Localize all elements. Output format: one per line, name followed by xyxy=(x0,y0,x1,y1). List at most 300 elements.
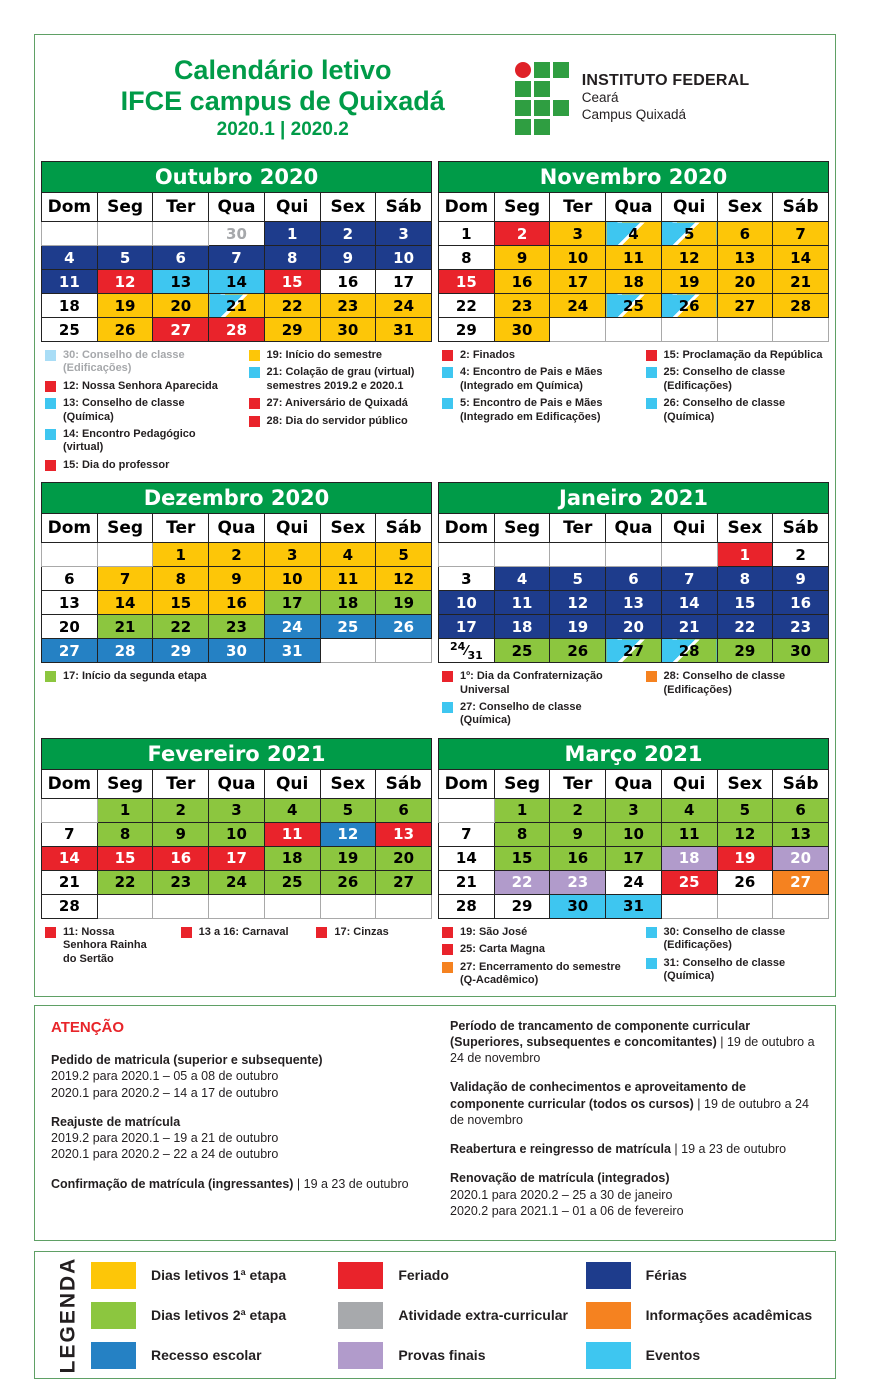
day-cell: 20 xyxy=(42,615,98,639)
weekday-header: Sáb xyxy=(376,769,432,798)
note-text: 13: Conselho de classe (Química) xyxy=(63,397,185,423)
day-cell: 11 xyxy=(42,270,98,294)
day-cell: 26 xyxy=(320,870,376,894)
day-cell: 9 xyxy=(209,567,265,591)
main-box xyxy=(34,34,836,997)
week-row xyxy=(42,567,432,591)
note-color-swatch xyxy=(45,429,56,440)
attention-block-title xyxy=(450,1018,819,1067)
weekday-header: Dom xyxy=(439,769,495,798)
attention-line: 2020.1 para 2020.2 – 14 a 17 de outubro xyxy=(51,1085,279,1100)
day-cell: 10 xyxy=(264,567,320,591)
day-cell: 26 xyxy=(376,615,432,639)
attention-inline-value: | 19 de outubro a 24 de novembro xyxy=(450,1096,809,1127)
day-cell: 19 xyxy=(97,294,153,318)
note-text: 19: São José xyxy=(460,925,528,938)
month-title: Novembro 2020 xyxy=(439,162,829,193)
note-item xyxy=(45,428,227,455)
note-text: 11: Nossa Senhora Rainha do Sertão xyxy=(63,925,147,965)
day-cell: 1 xyxy=(494,798,550,822)
day-cell: 17 xyxy=(264,591,320,615)
month-fevereiro-2021 xyxy=(41,738,432,988)
note-color-swatch xyxy=(249,398,260,409)
day-cell: 3 xyxy=(439,567,495,591)
day-cell: 28 xyxy=(773,294,829,318)
note-item xyxy=(646,926,828,953)
month-notes xyxy=(442,670,827,728)
day-cell: 16 xyxy=(320,270,376,294)
day-cell-empty xyxy=(97,222,153,246)
day-cell: 7 xyxy=(97,567,153,591)
day-cell: 21 xyxy=(439,870,495,894)
day-cell: 16 xyxy=(773,591,829,615)
logo-text xyxy=(582,72,750,124)
month-março-2021 xyxy=(438,738,829,988)
week-row xyxy=(42,246,432,270)
weekday-header: Ter xyxy=(153,193,209,222)
month-notes xyxy=(442,926,827,988)
attention-left-column xyxy=(51,1018,420,1233)
attention-title-text: Pedido de matricula (superior e subsequente) xyxy=(51,1053,323,1067)
fraction-slash: ⁄ xyxy=(465,643,468,659)
note-color-swatch xyxy=(442,702,453,713)
day-cell: 26 xyxy=(97,318,153,342)
day-cell: 12 xyxy=(550,591,606,615)
day-cell: 15 xyxy=(717,591,773,615)
note-color-swatch xyxy=(45,927,56,938)
attention-title-text: Validação de conhecimentos e aproveitamento de componente curricular (todos os cursos) xyxy=(450,1080,746,1111)
day-cell: 25 xyxy=(264,870,320,894)
page-subtitle: 2020.1 | 2020.2 xyxy=(216,119,349,140)
day-cell: 8 xyxy=(494,822,550,846)
day-cell-empty xyxy=(773,894,829,918)
day-cell: 10 xyxy=(209,822,265,846)
week-row xyxy=(439,798,829,822)
day-cell: 10 xyxy=(550,246,606,270)
notes-column xyxy=(45,926,159,966)
day-cell: 22 xyxy=(264,294,320,318)
note-color-swatch xyxy=(45,381,56,392)
weekday-header: Sex xyxy=(320,193,376,222)
day-cell: 21 xyxy=(661,615,717,639)
legend-color-swatch xyxy=(338,1302,383,1329)
day-cell: 11 xyxy=(264,822,320,846)
weekday-header: Qua xyxy=(606,193,662,222)
month-dezembro-2020 xyxy=(41,482,432,728)
day-cell: 6 xyxy=(606,567,662,591)
weekday-row xyxy=(439,193,829,222)
weekday-row xyxy=(439,769,829,798)
day-cell-empty xyxy=(320,639,376,663)
day-cell: 24 xyxy=(376,294,432,318)
day-cell: 9 xyxy=(773,567,829,591)
day-cell: 8 xyxy=(264,246,320,270)
logo-campus: Campus Quixadá xyxy=(581,107,687,122)
ifce-logo-icon xyxy=(515,62,569,135)
day-cell: 22 xyxy=(717,615,773,639)
note-color-swatch xyxy=(45,460,56,471)
day-cell: 21 xyxy=(97,615,153,639)
day-cell: 18 xyxy=(661,846,717,870)
weekday-row xyxy=(42,193,432,222)
note-item xyxy=(646,670,828,697)
day-cell: 7 xyxy=(42,822,98,846)
day-cell: 24 xyxy=(264,615,320,639)
day-cell: 17 xyxy=(209,846,265,870)
attention-block xyxy=(51,1114,420,1163)
week-row xyxy=(439,615,829,639)
day-cell: 20 xyxy=(773,846,829,870)
day-cell-empty xyxy=(717,318,773,342)
note-color-swatch xyxy=(442,398,453,409)
day-cell: 30 xyxy=(494,318,550,342)
calendar-table xyxy=(41,161,432,342)
day-cell: 2 xyxy=(494,222,550,246)
day-cell: 31 xyxy=(376,318,432,342)
day-cell: 27 xyxy=(376,870,432,894)
day-cell-empty xyxy=(661,318,717,342)
day-cell: 4 xyxy=(661,798,717,822)
weekday-header: Dom xyxy=(439,193,495,222)
weekday-header: Ter xyxy=(550,514,606,543)
legend-item xyxy=(586,1302,825,1329)
weekday-row xyxy=(439,514,829,543)
legend-color-swatch xyxy=(91,1302,136,1329)
note-text: 30: Conselho de classe (Edificações) xyxy=(63,349,185,375)
week-row xyxy=(42,639,432,663)
weekday-header: Sáb xyxy=(773,769,829,798)
attention-title-text: Reajuste de matrícula xyxy=(51,1114,181,1129)
note-item xyxy=(45,380,227,393)
weekday-header: Sex xyxy=(320,514,376,543)
note-text: 19: Início do semestre xyxy=(266,349,383,361)
note-color-swatch xyxy=(442,927,453,938)
day-cell: 5 xyxy=(376,543,432,567)
day-cell: 15 xyxy=(97,846,153,870)
note-item xyxy=(646,366,828,393)
weekday-header: Seg xyxy=(97,514,153,543)
note-item xyxy=(442,701,624,728)
day-cell: 9 xyxy=(153,822,209,846)
notes-column xyxy=(45,349,227,472)
note-color-swatch xyxy=(249,416,260,427)
month-title: Dezembro 2020 xyxy=(42,483,432,514)
note-color-swatch xyxy=(442,962,453,973)
attention-line: 2020.1 para 2020.2 – 22 a 24 de outubro xyxy=(51,1147,279,1162)
month-outubro-2020 xyxy=(41,161,432,472)
day-cell: 30 xyxy=(209,222,265,246)
weekday-row xyxy=(42,514,432,543)
day-cell: 14 xyxy=(773,246,829,270)
month-title: Fevereiro 2021 xyxy=(42,738,432,769)
note-color-swatch xyxy=(646,958,657,969)
day-cell: 6 xyxy=(717,222,773,246)
note-color-swatch xyxy=(646,671,657,682)
attention-line: 2019.2 para 2020.1 – 05 a 08 de outubro xyxy=(51,1069,279,1084)
day-cell: 21 xyxy=(42,870,98,894)
day-cell: 15 xyxy=(264,270,320,294)
week-row xyxy=(439,639,829,663)
note-color-swatch xyxy=(442,350,453,361)
day-cell: 31 xyxy=(264,639,320,663)
attention-inline-value: | 19 de outubro a 24 de novembro xyxy=(450,1034,815,1065)
note-item xyxy=(442,670,624,697)
notes-column xyxy=(45,670,227,683)
day-cell: 28 xyxy=(97,639,153,663)
legend-item xyxy=(91,1262,330,1289)
day-cell: 25 xyxy=(42,318,98,342)
note-text: 15: Proclamação da República xyxy=(663,349,823,361)
day-cell: 19 xyxy=(717,846,773,870)
day-cell: 4 xyxy=(494,567,550,591)
weekday-header: Seg xyxy=(494,769,550,798)
weekday-header: Sáb xyxy=(773,514,829,543)
day-cell: 17 xyxy=(376,270,432,294)
day-cell: 25 xyxy=(606,294,662,318)
weekday-header: Qui xyxy=(661,193,717,222)
weekday-header: Ter xyxy=(550,193,606,222)
legend-color-swatch xyxy=(91,1262,136,1289)
attention-title-text: Período de trancamento de componente curricular (Superiores, subsequentes e concomitantes) xyxy=(450,1018,751,1049)
week-row xyxy=(439,294,829,318)
month-janeiro-2021 xyxy=(438,482,829,728)
note-color-swatch xyxy=(442,671,453,682)
day-cell: 14 xyxy=(209,270,265,294)
page-header xyxy=(41,35,829,161)
day-cell-empty xyxy=(97,894,153,918)
week-row xyxy=(42,846,432,870)
day-cell: 10 xyxy=(606,822,662,846)
day-cell: 18 xyxy=(320,591,376,615)
day-cell: 2 xyxy=(550,798,606,822)
month-novembro-2020 xyxy=(438,161,829,472)
legend-label: Provas finais xyxy=(398,1347,486,1363)
day-cell: 1 xyxy=(153,543,209,567)
weekday-header: Sáb xyxy=(773,193,829,222)
note-color-swatch xyxy=(442,944,453,955)
attention-title-text: Confirmação de matrícula (ingressantes) xyxy=(51,1176,294,1191)
day-cell: 27 xyxy=(717,294,773,318)
attention-line: 2020.1 para 2020.2 – 25 a 30 de janeiro xyxy=(450,1187,673,1202)
attention-right-column xyxy=(450,1018,819,1233)
day-cell: 28 xyxy=(661,639,717,663)
weekday-header: Ter xyxy=(153,769,209,798)
note-item xyxy=(646,349,828,362)
note-text: 27: Aniversário de Quixadá xyxy=(266,397,408,410)
day-cell: 6 xyxy=(773,798,829,822)
day-cell: 11 xyxy=(606,246,662,270)
note-text: 15: Dia do professor xyxy=(63,458,170,471)
day-cell: 14 xyxy=(97,591,153,615)
month-notes xyxy=(442,349,827,435)
day-cell: 10 xyxy=(376,246,432,270)
note-item xyxy=(249,366,431,393)
day-cell: 7 xyxy=(661,567,717,591)
calendar-table xyxy=(41,482,432,663)
week-row xyxy=(42,798,432,822)
day-cell: 2 xyxy=(153,798,209,822)
day-cell-empty xyxy=(376,639,432,663)
day-cell: 9 xyxy=(550,822,606,846)
day-cell: 22 xyxy=(97,870,153,894)
day-cell-empty xyxy=(97,543,153,567)
day-cell: 13 xyxy=(717,246,773,270)
legend-color-swatch xyxy=(91,1342,136,1369)
legend-label: Dias letivos 2ª etapa xyxy=(151,1307,287,1323)
attention-title-text: Reabertura e reingresso de matrícula xyxy=(450,1142,671,1156)
day-cell: 8 xyxy=(153,567,209,591)
weekday-header: Sex xyxy=(717,514,773,543)
calendar-table xyxy=(41,738,432,919)
day-cell: 5 xyxy=(320,798,376,822)
fraction-bottom: 31 xyxy=(467,648,483,662)
legend-label: Férias xyxy=(645,1267,687,1283)
note-color-swatch xyxy=(316,927,327,938)
attention-section xyxy=(34,1005,836,1242)
day-cell: 14 xyxy=(439,846,495,870)
day-cell: 11 xyxy=(661,822,717,846)
day-cell: 11 xyxy=(320,567,376,591)
calendar-table xyxy=(438,738,829,919)
notes-column xyxy=(316,926,430,939)
month-title: Março 2021 xyxy=(439,738,829,769)
weekday-header: Qua xyxy=(209,193,265,222)
legend-label: Atividade extra-curricular xyxy=(398,1307,568,1323)
week-row xyxy=(439,246,829,270)
day-cell: 8 xyxy=(717,567,773,591)
day-cell: 29 xyxy=(439,318,495,342)
notes-column xyxy=(181,926,295,939)
note-item xyxy=(45,349,227,376)
fraction-top: 24 xyxy=(449,639,466,653)
day-cell: 4 xyxy=(320,543,376,567)
note-color-swatch xyxy=(45,350,56,361)
legend-grid xyxy=(91,1262,825,1369)
note-item xyxy=(316,926,430,939)
week-row xyxy=(439,846,829,870)
weekday-header: Qui xyxy=(264,769,320,798)
day-cell-empty xyxy=(376,894,432,918)
day-cell: 15 xyxy=(494,846,550,870)
day-cell: 20 xyxy=(376,846,432,870)
note-color-swatch xyxy=(442,367,453,378)
day-cell-empty xyxy=(153,894,209,918)
day-cell: 20 xyxy=(153,294,209,318)
legend-item xyxy=(338,1302,577,1329)
week-row xyxy=(439,822,829,846)
day-cell: 27 xyxy=(606,639,662,663)
day-cell: 1 xyxy=(97,798,153,822)
attention-line: 2019.2 para 2020.1 – 19 a 21 de outubro xyxy=(51,1131,279,1145)
day-cell: 27 xyxy=(773,870,829,894)
day-cell: 25 xyxy=(661,870,717,894)
attention-block-title xyxy=(51,1052,420,1068)
week-row xyxy=(439,543,829,567)
day-cell: 10 xyxy=(439,591,495,615)
weekday-header: Qui xyxy=(661,514,717,543)
day-cell-empty xyxy=(661,894,717,918)
note-text: 25: Conselho de classe (Edificações) xyxy=(663,366,786,392)
note-item xyxy=(45,397,227,424)
day-cell: 2 xyxy=(320,222,376,246)
weekday-header: Seg xyxy=(494,514,550,543)
day-cell: 6 xyxy=(376,798,432,822)
day-cell: 14 xyxy=(661,591,717,615)
day-cell-empty xyxy=(153,222,209,246)
day-cell: 12 xyxy=(717,822,773,846)
day-cell: 15 xyxy=(153,591,209,615)
day-cell: 12 xyxy=(97,270,153,294)
note-item xyxy=(442,926,624,939)
weekday-header: Qui xyxy=(661,769,717,798)
day-cell: 29 xyxy=(717,639,773,663)
day-cell: 24 xyxy=(606,870,662,894)
weekday-header: Dom xyxy=(42,514,98,543)
day-cell-empty xyxy=(606,318,662,342)
day-cell: 5 xyxy=(550,567,606,591)
legend-color-swatch xyxy=(586,1302,631,1329)
legend-item xyxy=(91,1342,330,1369)
weekday-row xyxy=(42,769,432,798)
day-cell: 13 xyxy=(376,822,432,846)
note-item xyxy=(442,943,624,956)
note-color-swatch xyxy=(181,927,192,938)
day-cell: 18 xyxy=(264,846,320,870)
note-color-swatch xyxy=(249,367,260,378)
logo-institution: INSTITUTO FEDERAL xyxy=(581,72,750,90)
legend-color-swatch xyxy=(338,1262,383,1289)
day-cell: 5 xyxy=(717,798,773,822)
week-row xyxy=(42,270,432,294)
week-row xyxy=(42,591,432,615)
day-cell: 27 xyxy=(42,639,98,663)
notes-column xyxy=(249,349,431,428)
weekday-header: Ter xyxy=(550,769,606,798)
day-cell: 3 xyxy=(264,543,320,567)
weekday-header: Dom xyxy=(42,769,98,798)
week-row xyxy=(439,318,829,342)
day-cell: 28 xyxy=(42,894,98,918)
day-cell: 16 xyxy=(209,591,265,615)
day-cell: 23 xyxy=(209,615,265,639)
day-cell: 25 xyxy=(320,615,376,639)
day-cell: 13 xyxy=(606,591,662,615)
attention-inline-value: | 19 a 23 de outubro xyxy=(293,1176,409,1191)
note-text: 17: Início da segunda etapa xyxy=(63,670,207,683)
note-text: 1º: Dia da Confraternização Universal xyxy=(460,670,603,696)
day-cell: 16 xyxy=(550,846,606,870)
day-cell-empty xyxy=(494,543,550,567)
weekday-header: Sáb xyxy=(376,514,432,543)
week-row xyxy=(42,870,432,894)
legend-color-swatch xyxy=(586,1342,631,1369)
title-block xyxy=(121,55,445,141)
note-text: 2: Finados xyxy=(460,349,516,361)
attention-block xyxy=(51,1052,420,1101)
note-item xyxy=(442,961,624,988)
week-row xyxy=(42,615,432,639)
month-title: Outubro 2020 xyxy=(42,162,432,193)
day-cell-empty xyxy=(550,318,606,342)
logo-state: Ceará xyxy=(581,90,619,106)
note-text: 13 a 16: Carnaval xyxy=(198,925,289,938)
day-cell: 20 xyxy=(606,615,662,639)
note-item xyxy=(249,349,431,362)
weekday-header: Sex xyxy=(717,193,773,222)
day-cell: 15 xyxy=(439,270,495,294)
day-cell: 14 xyxy=(42,846,98,870)
day-cell: 29 xyxy=(153,639,209,663)
